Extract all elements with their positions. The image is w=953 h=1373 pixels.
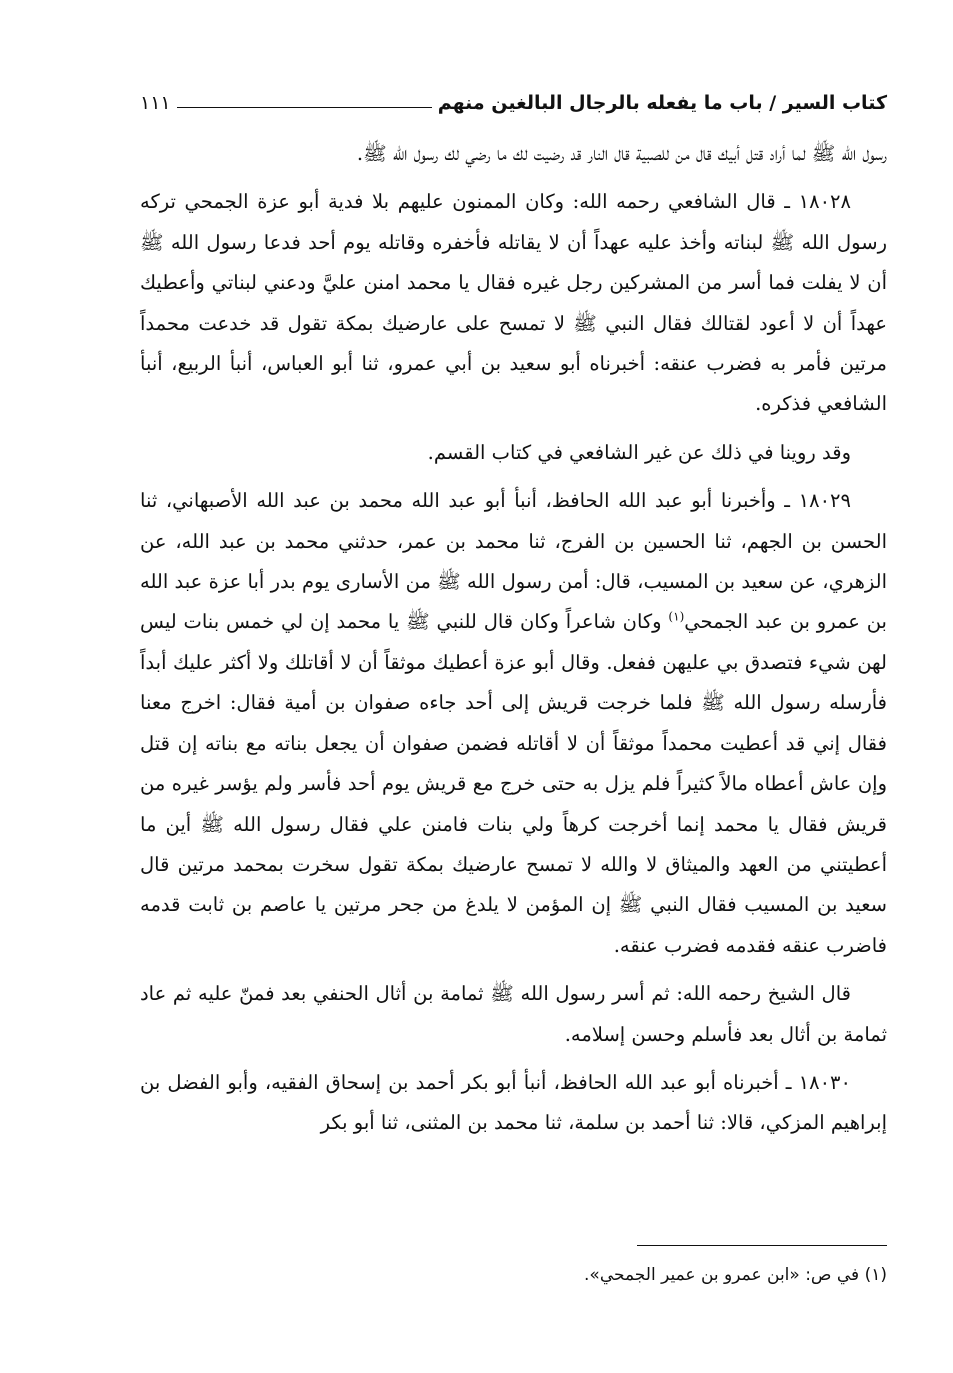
footnote-marker: (١)	[668, 609, 685, 624]
paragraph-18028: ١٨٠٢٨ ـ قال الشافعي رحمه الله: وكان الممنون عليهم بلا فدية أبو عزة الجمحي تركه رسول الله ﷺ لبناته وأخذ عليه عهداً أن لا يقاتله فأخفره وقاتله يوم أحد فدعا رسول الله ﷺ أن لا يفلت فما أسر من المشركين رجل غيره فقال يا محمد امنن عليَّ ودعني لبناتي وأعطيك عهداً أن لا أعود لقتالك فقال النبي ﷺ لا تمسح على عارضيك بمكة تقول قد خدعت محمداً مرتين فأمر به فضرب عنقه: أخبرناه أبو سعيد بن أبي عمرو، ثنا أبو العباس، أنبأ الربيع، أنبأ الشافعي فذكره.	[140, 190, 887, 416]
header-title: كتاب السير / باب ما يفعله بالرجال البالغين منهم	[437, 92, 887, 114]
paragraph-18030: ١٨٠٣٠ ـ أخبرناه أبو عبد الله الحافظ، أنبأ أبو بكر أحمد بن إسحاق الفقيه، وأبو الفضل بن إبراهيم المزكي، قالا: ثنا أحمد بن سلمة، ثنا محمد بن المثنى، ثنا أبو بكر	[140, 1070, 887, 1135]
running-header	[140, 86, 887, 120]
paragraph-note: وقد روينا في ذلك عن غير الشافعي في كتاب القسم.	[427, 440, 851, 464]
paragraph-sheikh: قال الشيخ رحمه الله: ثم أسر رسول الله ﷺ ثمامة بن أثال الحنفي بعد فمنّ عليه ثم عاد ثمامة بن أثال بعد فأسلم وحسن إسلامه.	[140, 982, 887, 1046]
footnote: (١) في ص: «ابن عمرو بن عمير الجمحي».	[584, 1265, 887, 1285]
paragraph-18029	[140, 481, 887, 966]
main-text	[140, 134, 887, 1152]
paragraph-18029-part1: ١٨٠٢٩ ـ وأخبرنا أبو عبد الله الحافظ، أنبأ أبو عبد الله محمد بن عبد الله الأصبهاني، ثنا الحسن بن الجهم، ثنا الحسين بن الفرج، ثنا محمد بن عمر، حدثني محمد بن عبد الله، عن الزهري، عن سعيد بن المسيب، قال: أمن رسول الله ﷺ من الأسارى يوم بدر أبا عزة عبد الله بن عمرو بن عبد الجمحي	[140, 489, 887, 634]
paragraph-18029-part2: وكان شاعراً وكان قال للنبي ﷺ يا محمد إن لي خمس بنات ليس لهن شيء فتصدق بي عليهن ففعل. وقال أبو عزة أعطيك موثقاً أن لا أقاتلك ولا أكثر عليك أبداً فأرسله رسول الله ﷺ فلما خرجت قريش إلى أحد جاءه صفوان بن أمية فقال: اخرج معنا فقال إني قد أعطيت محمداً موثقاً أن لا أقاتله فضمن صفوان أن يجعل بناته مع بناته إن قتل وإن عاش أعطاه مالاً كثيراً فلم يزل به حتى خرج مع قريش يوم أحد فأسر ولم يؤسر غيره من قريش فقال يا محمد إنما أخرجت كرهاً ولي بنات فامنن علي فقال رسول الله ﷺ أين ما أعطيتني من العهد والميثاق لا والله لا تمسح عارضيك بمكة تقول سخرت بمحمد مرتين قال سعيد بن المسيب فقال النبي ﷺ إن المؤمن لا يلدغ من جحر مرتين يا عاصم بن ثابت قدمه فاضرب عنقه فقدمه فضرب عنقه.	[140, 610, 887, 957]
paragraph-continuation: رسول الله ﷺ لما أراد قتل أبيك قال من للصبية قال النار قد رضيت لك ما رضي لك رسول الله ﷺ.	[356, 142, 887, 165]
header-rule	[177, 107, 432, 108]
page-number: ١١١	[140, 92, 171, 114]
footnote-rule	[637, 1245, 887, 1246]
